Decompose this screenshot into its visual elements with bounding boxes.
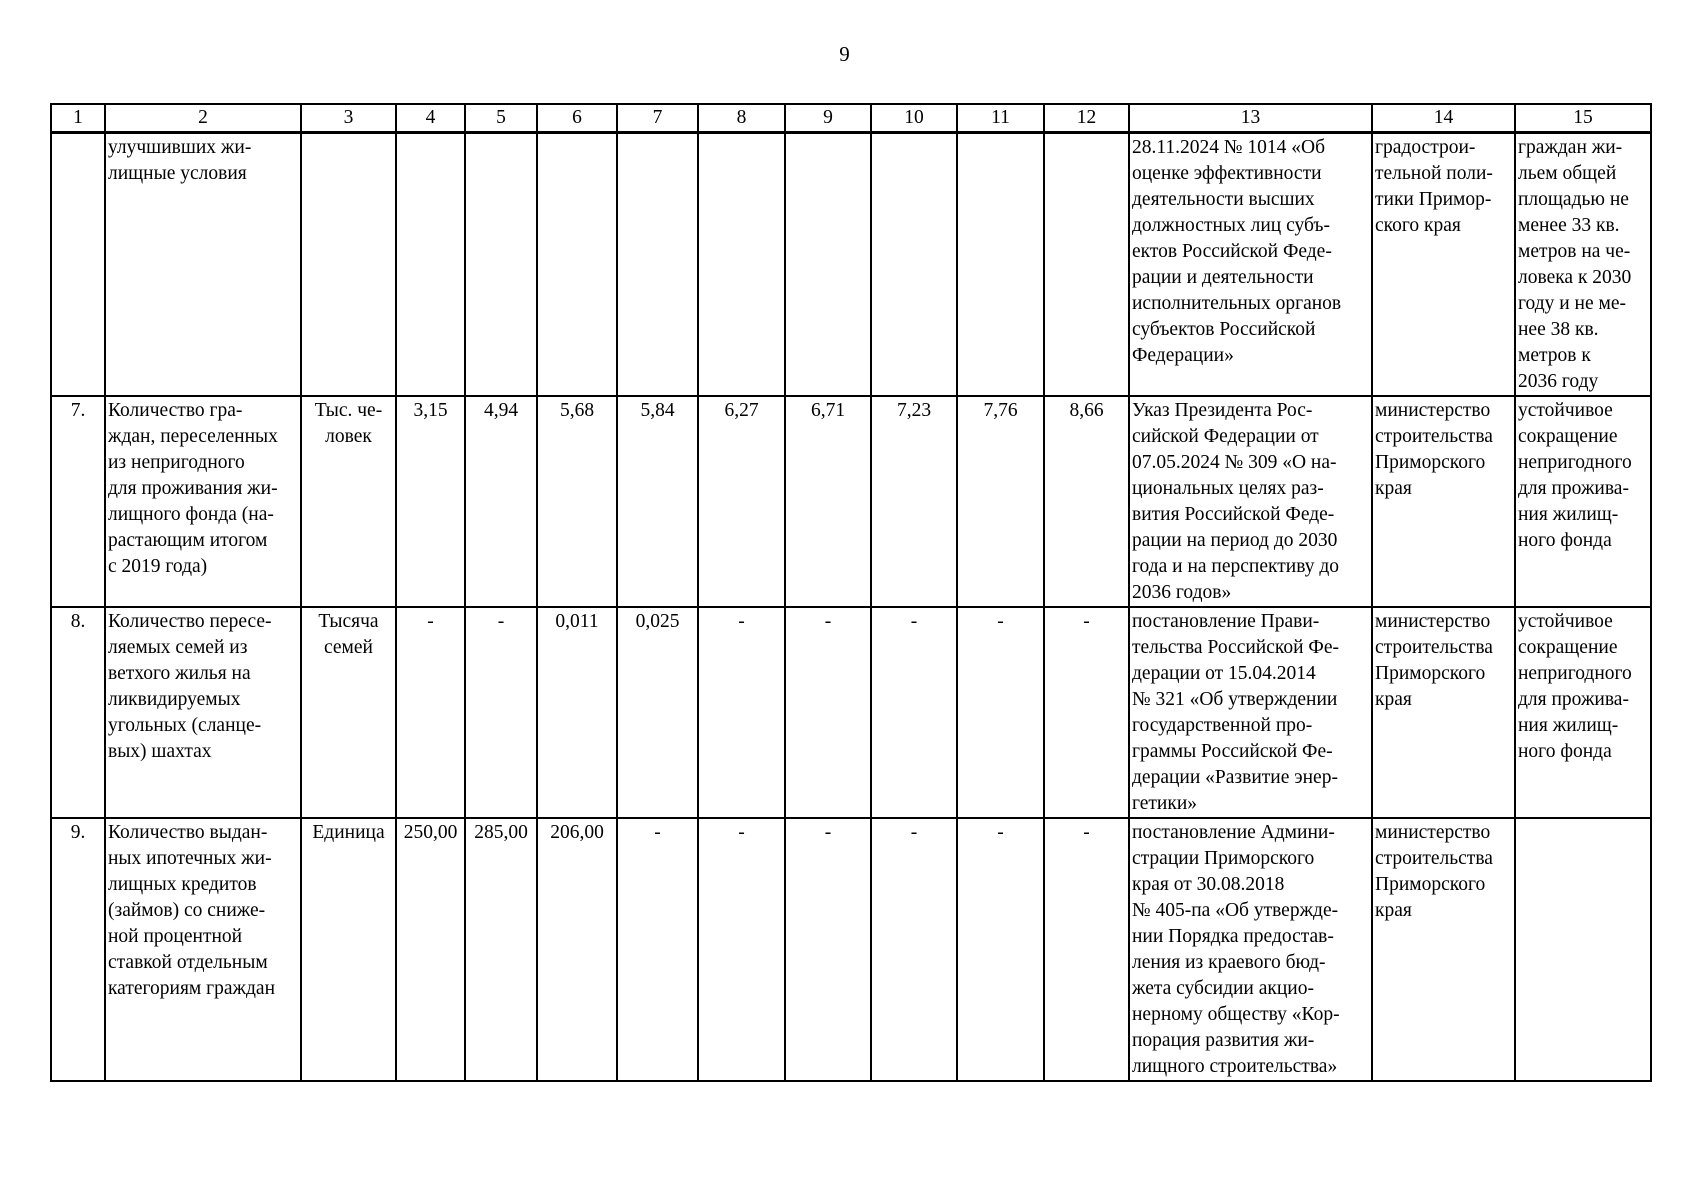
header-cell: 8 xyxy=(698,104,785,133)
value-cell: 6,71 xyxy=(785,396,871,607)
header-cell: 3 xyxy=(301,104,396,133)
table-row xyxy=(51,396,1651,607)
unit-cell: Тысяча семей xyxy=(301,607,396,818)
value-cell: - xyxy=(871,607,957,818)
value-cell xyxy=(698,133,785,397)
header-cell: 12 xyxy=(1044,104,1129,133)
value-cell: - xyxy=(1044,818,1129,1081)
value-cell: 6,27 xyxy=(698,396,785,607)
header-cell: 2 xyxy=(105,104,301,133)
basis-document-cell: 28.11.2024 № 1014 «Об оценке эффективности деятельности высших должностных лиц субъ- ектов Российской Феде- рации и деятельности исполнительных органов субъектов Российской Федерации» xyxy=(1129,133,1372,397)
value-cell xyxy=(396,133,465,397)
indicator-name: Количество пересе- ляемых семей из ветхого жилья на ликвидируемых угольных (сланце- вых) шахтах xyxy=(105,607,301,818)
indicator-name: Количество выдан- ных ипотечных жи- лищных кредитов (займов) со сниже- ной процентной ставкой отдельным категориям граждан xyxy=(105,818,301,1081)
responsible-cell: градострои- тельной поли- тики Примор- ского края xyxy=(1372,133,1515,397)
header-cell: 7 xyxy=(617,104,698,133)
result-cell xyxy=(1515,818,1651,1081)
value-cell: 5,68 xyxy=(537,396,617,607)
value-cell: 4,94 xyxy=(465,396,537,607)
page-number: 9 xyxy=(839,42,850,66)
value-cell: 0,025 xyxy=(617,607,698,818)
row-number: 8. xyxy=(51,607,105,818)
basis-document-cell: Указ Президента Рос- сийской Федерации от 07.05.2024 № 309 «О на- циональных целях раз- вития Российской Феде- рации на период до 2030 года и на перспективу до 2036 годов» xyxy=(1129,396,1372,607)
value-cell xyxy=(785,133,871,397)
responsible-cell: министерство строительства Приморского края xyxy=(1372,818,1515,1081)
header-cell: 15 xyxy=(1515,104,1651,133)
value-cell: 250,00 xyxy=(396,818,465,1081)
value-cell xyxy=(465,133,537,397)
row-number: 7. xyxy=(51,396,105,607)
value-cell: 7,23 xyxy=(871,396,957,607)
header-cell: 1 xyxy=(51,104,105,133)
value-cell xyxy=(957,133,1044,397)
result-cell: граждан жи- льем общей площадью не менее 33 кв. метров на че- ловека к 2030 году и не ме- нее 38 кв. метров к 2036 году xyxy=(1515,133,1651,397)
indicator-name: улучшивших жи- лищные условия xyxy=(105,133,301,397)
value-cell xyxy=(1044,133,1129,397)
value-cell xyxy=(617,133,698,397)
result-cell: устойчивое сокращение непригодного для прожива- ния жилищ- ного фонда xyxy=(1515,607,1651,818)
value-cell: - xyxy=(698,818,785,1081)
unit-cell: Тыс. че- ловек xyxy=(301,396,396,607)
value-cell: 5,84 xyxy=(617,396,698,607)
table-row xyxy=(51,133,1651,397)
header-cell: 13 xyxy=(1129,104,1372,133)
header-cell: 6 xyxy=(537,104,617,133)
unit-cell: Единица xyxy=(301,818,396,1081)
value-cell: 285,00 xyxy=(465,818,537,1081)
responsible-cell: министерство строительства Приморского края xyxy=(1372,396,1515,607)
value-cell: 0,011 xyxy=(537,607,617,818)
responsible-cell: министерство строительства Приморского края xyxy=(1372,607,1515,818)
table-row xyxy=(51,607,1651,818)
value-cell: - xyxy=(957,607,1044,818)
header-cell: 9 xyxy=(785,104,871,133)
value-cell: - xyxy=(1044,607,1129,818)
value-cell: 8,66 xyxy=(1044,396,1129,607)
value-cell xyxy=(871,133,957,397)
header-cell: 5 xyxy=(465,104,537,133)
value-cell: - xyxy=(617,818,698,1081)
table-row xyxy=(51,818,1651,1081)
value-cell: - xyxy=(785,818,871,1081)
value-cell: - xyxy=(871,818,957,1081)
value-cell xyxy=(537,133,617,397)
header-cell: 4 xyxy=(396,104,465,133)
header-cell: 11 xyxy=(957,104,1044,133)
row-number: 9. xyxy=(51,818,105,1081)
header-row xyxy=(51,104,1651,133)
value-cell: - xyxy=(957,818,1044,1081)
value-cell: 3,15 xyxy=(396,396,465,607)
row-number xyxy=(51,133,105,397)
header-cell: 14 xyxy=(1372,104,1515,133)
value-cell: - xyxy=(698,607,785,818)
unit-cell xyxy=(301,133,396,397)
indicator-name: Количество гра- ждан, переселенных из непригодного для проживания жи- лищного фонда (на- растающим итогом с 2019 года) xyxy=(105,396,301,607)
basis-document-cell: постановление Админи- страции Приморского края от 30.08.2018 № 405-па «Об утвержде- нии Порядка предостав- ления из краевого бюд- жета субсидии акцио- нерному обществу «Кор- порация развития жи- лищного строительства» xyxy=(1129,818,1372,1081)
indicators-table xyxy=(50,103,1652,1082)
value-cell: - xyxy=(785,607,871,818)
value-cell: - xyxy=(465,607,537,818)
value-cell: - xyxy=(396,607,465,818)
result-cell: устойчивое сокращение непригодного для прожива- ния жилищ- ного фонда xyxy=(1515,396,1651,607)
value-cell: 206,00 xyxy=(537,818,617,1081)
basis-document-cell: постановление Прави- тельства Российской Фе- дерации от 15.04.2014 № 321 «Об утверждении государственной про- граммы Российской Фе- дерации «Развитие энер- гетики» xyxy=(1129,607,1372,818)
header-cell: 10 xyxy=(871,104,957,133)
value-cell: 7,76 xyxy=(957,396,1044,607)
